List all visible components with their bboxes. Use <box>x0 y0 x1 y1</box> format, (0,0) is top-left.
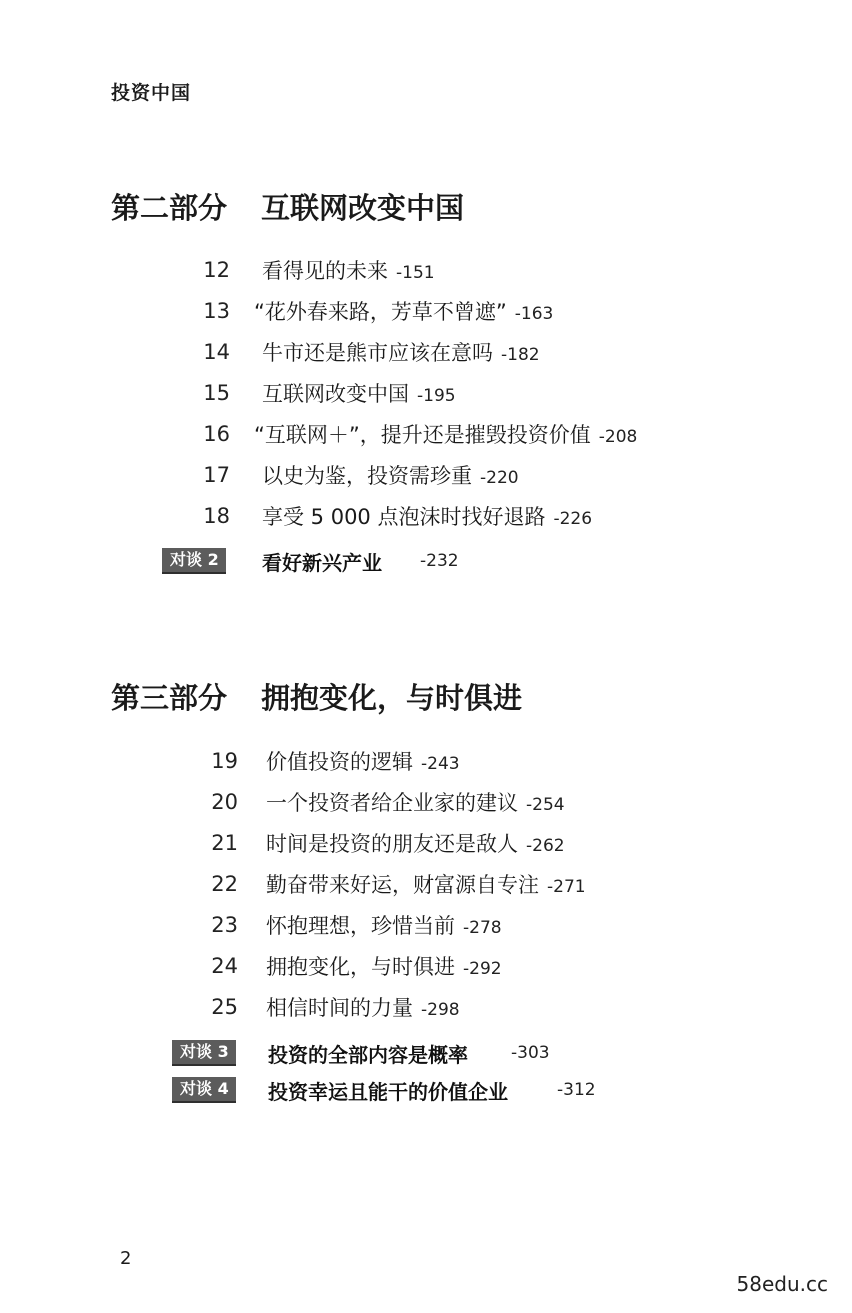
chapter-number: 25 <box>211 995 238 1019</box>
dialogue-page: -303 <box>511 1043 550 1063</box>
chapter-title: “花外春来路，芳草不曾遮” -163 <box>254 300 554 324</box>
chapter-page: -271 <box>547 877 586 897</box>
chapter-page: -220 <box>480 468 519 488</box>
chapter-page: -292 <box>463 959 502 979</box>
dialogue-page: -232 <box>420 551 459 571</box>
chapter-page: -226 <box>553 509 593 529</box>
part-3-heading <box>111 674 522 718</box>
chapter-number: 14 <box>203 340 230 364</box>
chapter-page: -182 <box>501 345 540 365</box>
chapter-number: 12 <box>203 258 230 282</box>
chapter-title: 勤奋带来好运，财富源自专注 -271 <box>266 873 586 897</box>
chapter-page: -208 <box>598 427 638 447</box>
dialogue-badge: 对谈 2 <box>162 548 226 574</box>
chapter-title: 时间是投资的朋友还是敌人 -262 <box>266 832 565 856</box>
chapter-number: 15 <box>203 381 230 405</box>
chapter-page: -262 <box>526 836 565 856</box>
chapter-title: “互联网＋”，提升还是摧毁投资价值 -208 <box>254 423 638 447</box>
chapter-title: 价值投资的逻辑 -243 <box>266 750 460 774</box>
chapter-number: 19 <box>211 749 238 773</box>
dialogue-title: 投资幸运且能干的价值企业 <box>268 1079 508 1104</box>
chapter-title: 以史为鉴，投资需珍重 -220 <box>262 464 519 488</box>
chapter-page: -278 <box>463 918 502 938</box>
part-2-heading <box>111 184 464 228</box>
chapter-title: 看得见的未来 -151 <box>262 259 435 283</box>
dialogue-title: 看好新兴产业 <box>262 550 382 575</box>
chapter-title: 一个投资者给企业家的建议 -254 <box>266 791 565 815</box>
chapter-number: 24 <box>211 954 238 978</box>
part-3-title: 拥抱变化，与时俱进 <box>261 680 523 715</box>
chapter-title: 怀抱理想，珍惜当前 -278 <box>266 914 502 938</box>
dialogue-badge: 对谈 4 <box>172 1077 236 1103</box>
chapter-number: 17 <box>203 463 230 487</box>
chapter-page: -151 <box>396 263 435 283</box>
chapter-number: 23 <box>211 913 238 937</box>
chapter-title: 互联网改变中国 -195 <box>262 382 456 406</box>
dialogue-title: 投资的全部内容是概率 <box>268 1042 468 1067</box>
dialogue-page: -312 <box>557 1080 596 1100</box>
chapter-number: 21 <box>211 831 238 855</box>
chapter-number: 20 <box>211 790 238 814</box>
chapter-page: -163 <box>514 304 554 324</box>
chapter-page: -298 <box>421 1000 460 1020</box>
chapter-title: 享受 5 000 点泡沫时找好退路 -226 <box>262 505 593 529</box>
part-2-title: 互联网改变中国 <box>261 190 465 225</box>
chapter-number: 18 <box>203 504 230 528</box>
chapter-page: -243 <box>421 754 460 774</box>
chapter-number: 22 <box>211 872 238 896</box>
chapter-title: 牛市还是熊市应该在意吗 -182 <box>262 341 540 365</box>
chapter-page: -195 <box>417 386 456 406</box>
watermark: 58edu.cc <box>736 1272 828 1296</box>
part-3-label: 第三部分 <box>111 680 228 715</box>
part-2-label: 第二部分 <box>111 190 228 225</box>
page-number: 2 <box>120 1248 132 1269</box>
chapter-number: 13 <box>203 299 230 323</box>
chapter-page: -254 <box>526 795 565 815</box>
dialogue-badge: 对谈 3 <box>172 1040 236 1066</box>
chapter-title: 相信时间的力量 -298 <box>266 996 460 1020</box>
running-header: 投资中国 <box>111 82 192 104</box>
chapter-number: 16 <box>203 422 230 446</box>
chapter-title: 拥抱变化，与时俱进 -292 <box>266 955 502 979</box>
